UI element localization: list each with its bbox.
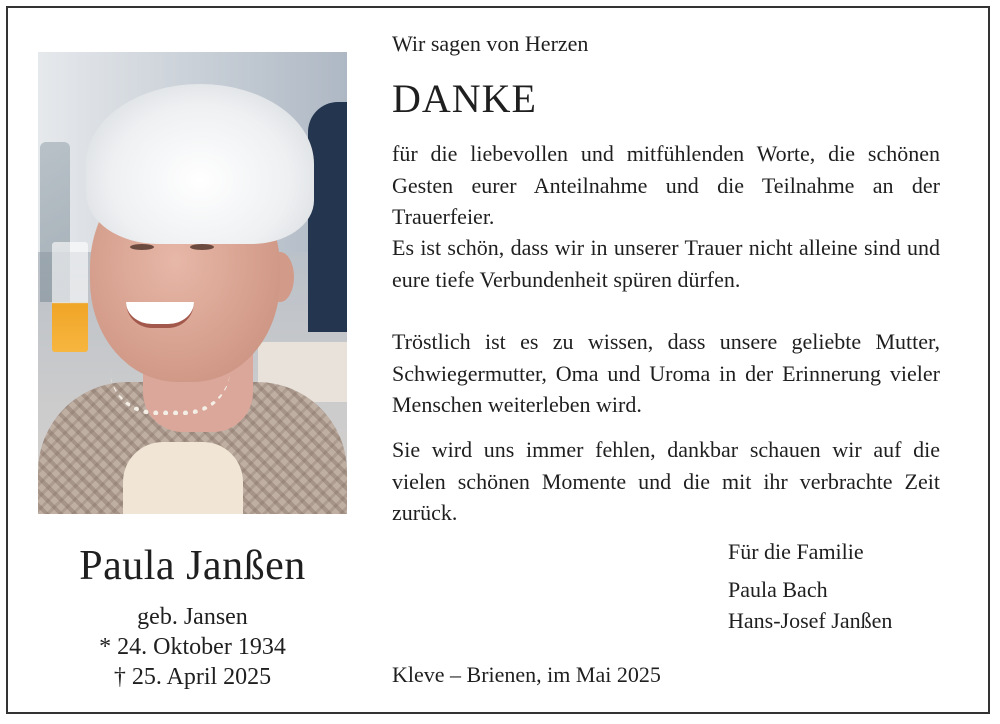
signature-name-2: Hans-Josef Janßen xyxy=(728,608,893,633)
paragraph-3: Tröstlich ist es zu wissen, dass unsere geliebte Mutter, Schwiegermutter, Oma und Uroma in der Erinnerung vieler Menschen weiterleben wird. xyxy=(392,329,940,417)
deceased-name: Paula Janßen xyxy=(79,543,306,589)
paragraph-2: Es ist schön, dass wir in unserer Trauer nicht alleine sind und eure tiefe Verbundenheit spüren dürfen. xyxy=(392,235,940,292)
paragraph-4: Sie wird uns immer fehlen, dankbar schauen wir auf die vielen schönen Momente und die mit ihr verbrachte Zeit zurück. xyxy=(392,437,940,525)
intro-line: Wir sagen von Herzen xyxy=(392,31,589,56)
portrait-photo xyxy=(38,52,347,514)
thanks-heading: DANKE xyxy=(392,76,537,121)
birth-name: geb. Jansen xyxy=(137,604,248,630)
paragraph-1: für die liebevollen und mitfühlenden Worte, die schönen Gesten eurer Anteilnahme und die Teilnahme an der Trauerfeier. xyxy=(392,141,940,229)
death-date: † 25. April 2025 xyxy=(113,664,272,690)
signature-family-line: Für die Familie xyxy=(728,539,864,564)
signature-name-1: Paula Bach xyxy=(728,577,828,602)
birth-date: * 24. Oktober 1934 xyxy=(99,634,286,660)
place-date: Kleve – Brienen, im Mai 2025 xyxy=(392,662,661,687)
